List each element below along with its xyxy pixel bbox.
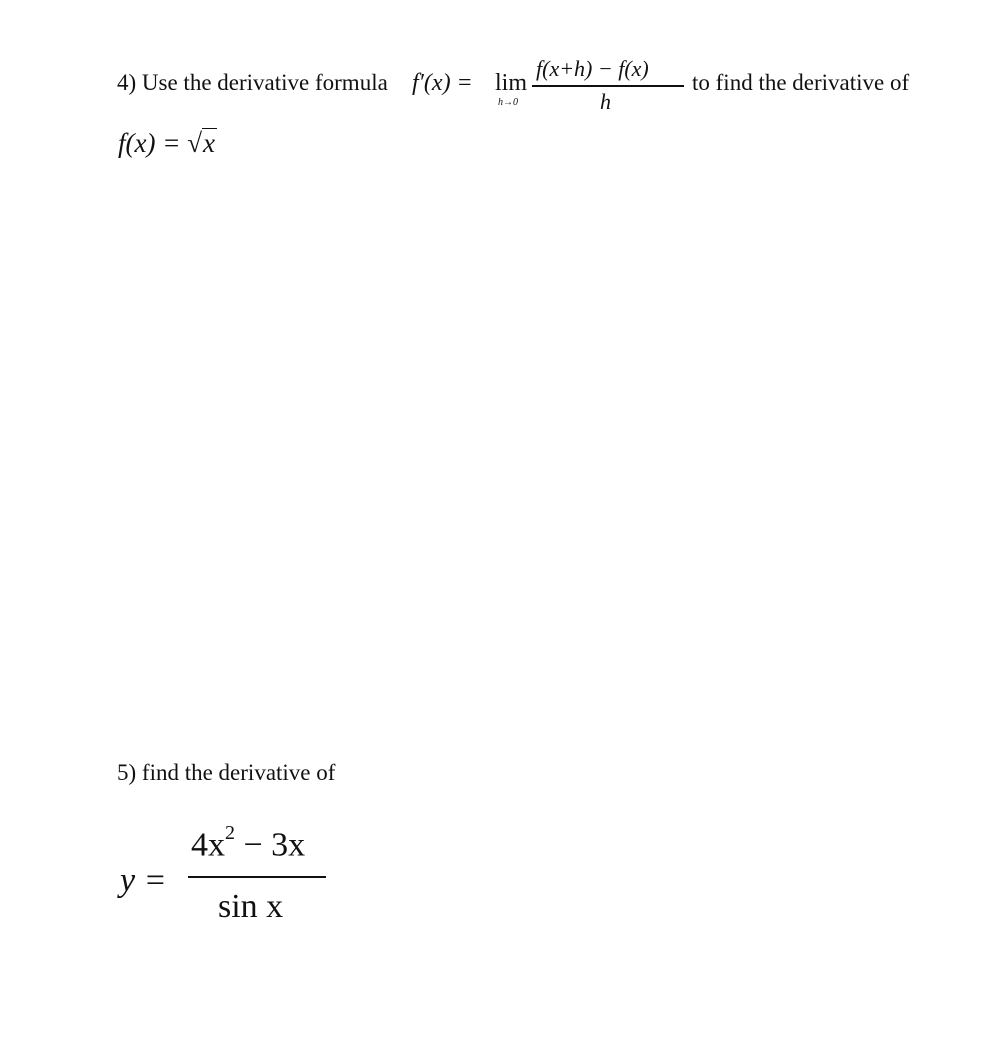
radical-sign: √: [187, 128, 203, 158]
problem-4-function: [118, 128, 217, 159]
numerator-exponent: 2: [225, 822, 235, 844]
square-root-expression: [187, 128, 217, 159]
limit-operator: [495, 70, 527, 97]
problem-4-label: 4) Use the derivative formula: [117, 70, 388, 95]
problem-5-numerator: [191, 822, 306, 864]
problem-5-y-lhs: y =: [120, 862, 167, 899]
difference-quotient-denominator: h: [600, 89, 611, 114]
problem-5-fraction-bar: [188, 876, 326, 878]
numerator-coef-text: 4x: [191, 826, 225, 864]
lim-text: lim: [495, 70, 528, 96]
numerator-rest: − 3x: [235, 826, 306, 864]
formula-lhs-text: f′(x) =: [412, 70, 473, 96]
problem-5-denominator: sin x: [218, 888, 284, 925]
problem-4-prompt: [117, 70, 388, 96]
function-lhs: f(x) =: [118, 128, 188, 158]
problem-4-prompt-tail: to find the derivative of: [692, 70, 910, 95]
derivative-formula-lhs: [412, 70, 473, 97]
difference-quotient-fraction-bar: [532, 85, 684, 87]
problem-5-prompt: 5) find the derivative of: [117, 760, 336, 785]
limit-subscript: h→0: [498, 97, 518, 108]
numerator-coefficient: [191, 826, 225, 863]
difference-quotient-numerator: f(x+h) − f(x): [536, 56, 649, 81]
radicand: x: [203, 128, 215, 158]
